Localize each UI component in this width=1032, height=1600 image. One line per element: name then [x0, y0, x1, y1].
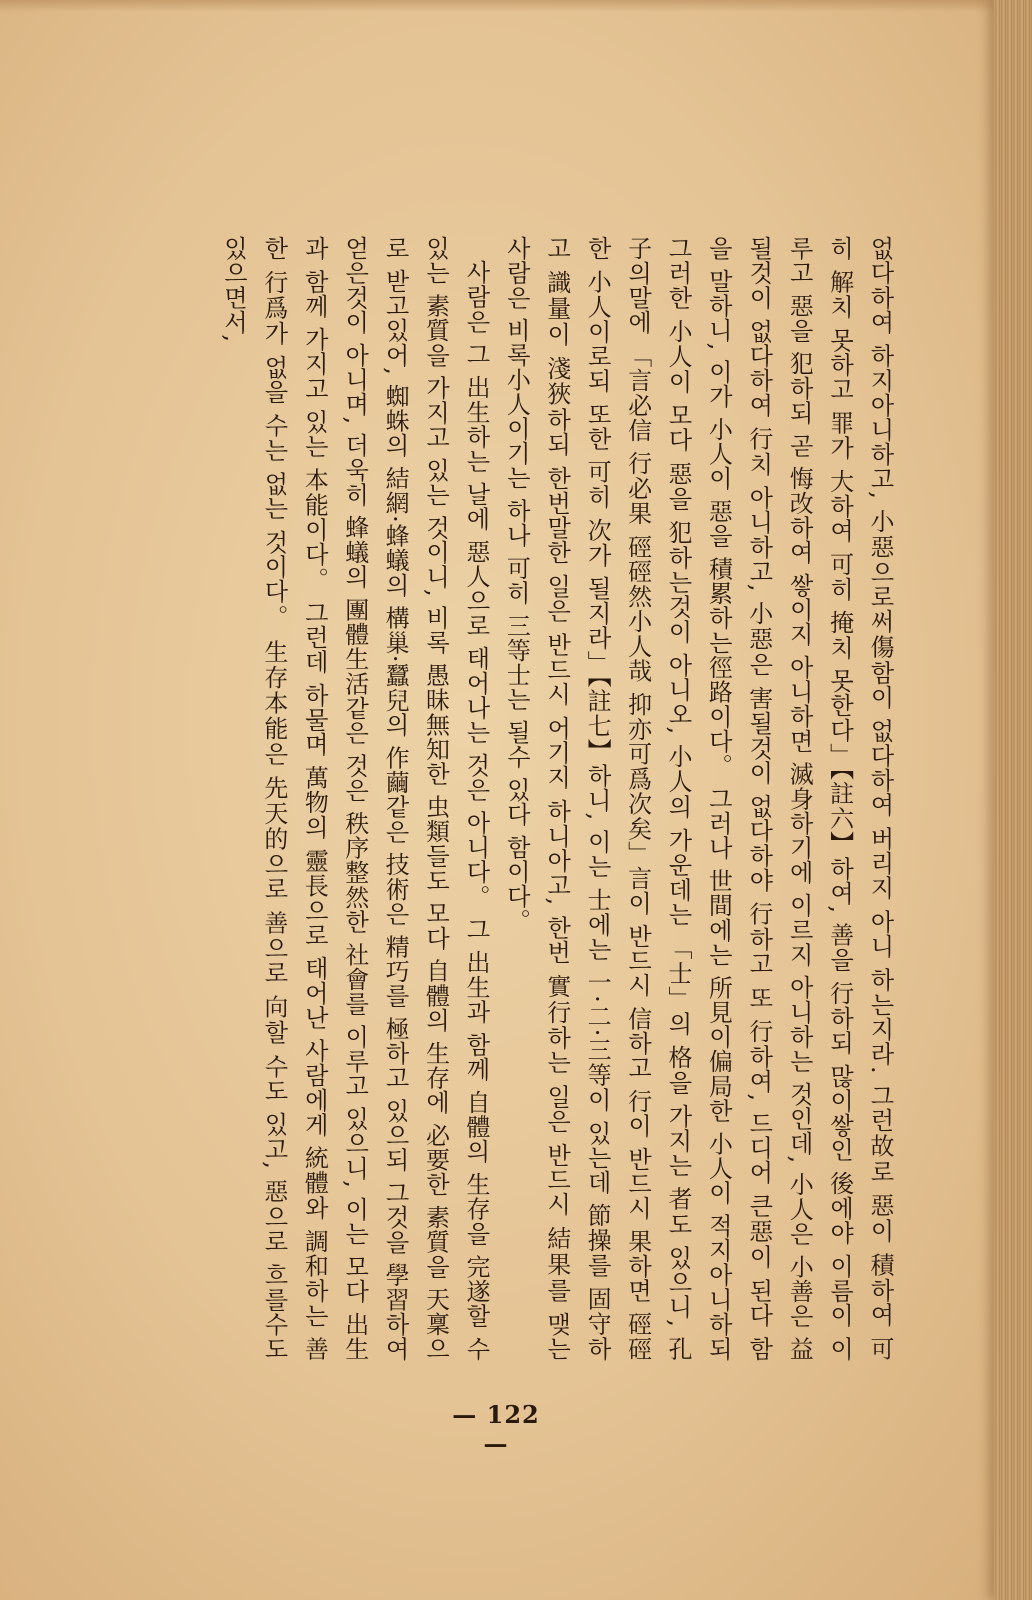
page-number: — 122 —: [452, 1400, 540, 1458]
paragraph-2: 사람은 그 出生하는 날에 惡人으로 태어나는 것은 아니다。 그 出生과 함께 自體의 生存을 完遂할 수 있는 素質을 가지고 있는 것이니, 비록 愚昧無知한 虫類들도 모다 自體의 生存에 必要한 素質을 天稟으로 받고있어, 蜘蛛의 結網·蜂蟻의 構巢·蠶兒의 作繭같은 技術은 精巧를 極하고 있으되 그것을 學習하여 얻은것이 아니며, 더욱히 蜂蟻의 團體生活같은 것은 秩序整然한 社會를 이루고 있으니, 이는 모다 出生과 함께 가지고 있는 本能이다。 그런데 하물며 萬物의 靈長으로 태어난 사람에게 統體와 調和하는 善한 行爲가 없을 수는 없는 것이다。 生存本能은 先天的으로 善으로 向할 수도 있고, 惡으로 흐를수도 있으면서,: [219, 236, 490, 1361]
vertical-text-block: [140, 236, 900, 1361]
paragraph-1: 없다하여 하지아니하고, 小惡으로써傷함이 없다하여 버리지 아니 하는지라. 그런故로 惡이 積하여 可히 解치 못하고 罪가 大하여 可히 掩치 못한다」【註六】하여, 善을 行하되 많이쌓인 後에야 이름이 이루고 惡을 犯하되 곧 悔改하여 쌓이지 아니하면 滅身하기에 이르지 아니하는 것인데, 小人은 小善은 益될것이 없다하여 行치 아니하고, 小惡은 害될것이 없다하야 行하고 또 行하여, 드디어 큰惡이 된다 함을 말하니, 이가 小人이 惡을 積累하는徑路이다。 그러나 世間에는 所見이偏局한 小人이 적지아니하되 그러한 小人이 모다 惡을 犯하는것이 아니오, 小人의 가운데는 「士」의 格을 가지는 者도 있으니, 孔子의말에 「言必信 行必果 硜硜然小人哉 抑亦可爲次矣」言이 반드시 信하고 行이 반드시 果하면 硜硜한 小人이로되 또한 可히 次가 될지라」【註七】하니, 이는 士에는 一·二·三等이 있는데 節操를 固守하고 識量이 淺狹하되 한번말한 일은 반드시 어기지 하니아고, 한번 實行하는 일은 반드시 結果를 맺는 사람은 비록小人이기는 하나 可히 三等士는 될수 있다 함이다。: [502, 236, 894, 1361]
page-edge-stack: [994, 0, 1032, 1600]
page-top-shadow: [0, 0, 1032, 12]
